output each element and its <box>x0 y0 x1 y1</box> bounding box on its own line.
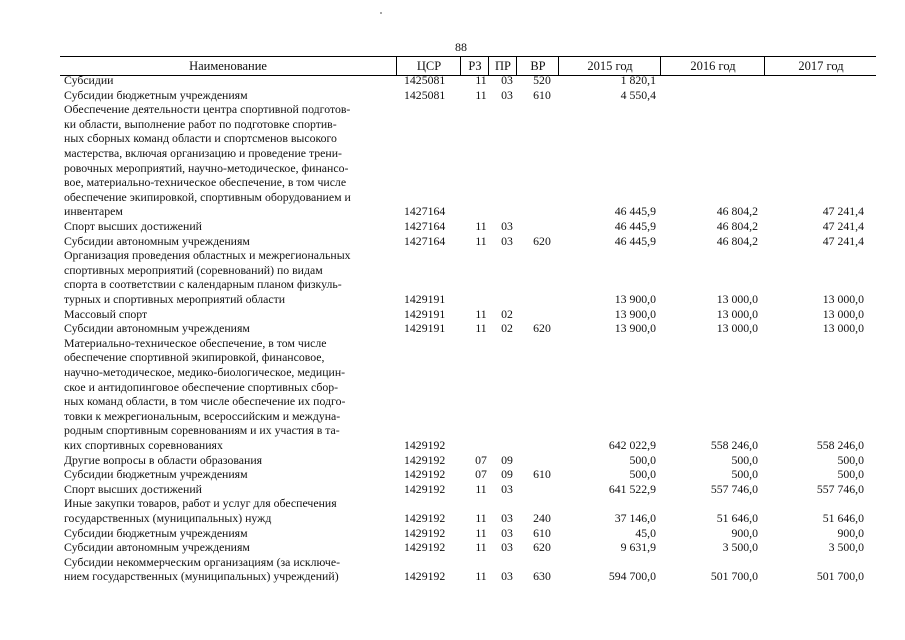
row-2017: 13 000,0 <box>822 321 864 336</box>
row-csr: 1429192 <box>404 437 446 452</box>
row-rz: 11 <box>475 87 487 102</box>
row-2017: 13 000,0 <box>822 306 864 321</box>
row-pr: 02 <box>501 306 513 321</box>
row-name-line: государственных (муниципальных) нужд <box>64 510 272 525</box>
header-2017: 2017 год <box>764 57 877 75</box>
row-name-line: инвентарем <box>64 204 123 219</box>
row-csr: 1427164 <box>404 219 446 233</box>
row-name <box>64 496 386 525</box>
row-csr: 1429192 <box>404 481 446 496</box>
row-name-line: вое, материально-техническое обеспечение, в том числе <box>64 175 347 190</box>
row-2016: 558 246,0 <box>710 437 758 452</box>
page-number: 88 <box>455 40 467 54</box>
row-name <box>64 467 386 482</box>
row-2015: 500,0 <box>629 467 656 482</box>
row-vr: 610 <box>533 525 551 540</box>
row-2017: 47 241,4 <box>822 204 864 219</box>
row-name-line: Спорт высших достижений <box>64 481 202 496</box>
row-name-line: ки области, выполнение работ по подготовке спортив- <box>64 116 337 131</box>
row-pr: 03 <box>501 481 513 496</box>
row-name <box>64 248 386 306</box>
row-name <box>64 102 386 219</box>
row-2016: 46 804,2 <box>716 219 758 233</box>
table-row <box>0 482 905 497</box>
row-vr: 610 <box>533 87 551 102</box>
row-csr: 1427164 <box>404 204 446 219</box>
row-name-line: Организация проведения областных и межрегиональных <box>64 248 351 263</box>
header-name: Наименование <box>189 59 267 73</box>
row-csr: 1429191 <box>404 291 446 306</box>
row-name <box>64 453 386 468</box>
row-2015: 641 522,9 <box>608 481 656 496</box>
row-rz: 11 <box>475 73 487 87</box>
row-2015: 13 900,0 <box>614 291 656 306</box>
table-row <box>0 321 905 336</box>
row-name <box>64 307 386 322</box>
row-name-line: турных и спортивных мероприятий области <box>64 291 286 306</box>
row-vr: 620 <box>533 233 551 248</box>
row-2015: 594 700,0 <box>608 569 656 584</box>
row-rz: 11 <box>475 481 487 496</box>
row-name-line: ровочных мероприятий, научно-методическое, финансо- <box>64 160 349 175</box>
row-2017: 501 700,0 <box>816 569 864 584</box>
row-vr: 620 <box>533 321 551 336</box>
row-pr: 03 <box>501 569 513 584</box>
row-name-line: спортивных мероприятий (соревнований) по видам <box>64 262 323 277</box>
row-pr: 03 <box>501 540 513 555</box>
header-csr: ЦСР <box>396 57 461 75</box>
row-csr: 1425081 <box>404 73 446 87</box>
row-name-line: Субсидии бюджетным учреждениям <box>64 525 248 540</box>
row-rz: 11 <box>475 510 487 525</box>
row-pr: 03 <box>501 525 513 540</box>
row-name-line: Массовый спорт <box>64 306 148 321</box>
row-name <box>64 234 386 249</box>
table-row <box>0 453 905 468</box>
row-pr: 09 <box>501 467 513 482</box>
row-rz: 11 <box>475 306 487 321</box>
row-2015: 642 022,9 <box>608 437 656 452</box>
row-pr: 03 <box>501 73 513 87</box>
row-name-line: Материально-техническое обеспечение, в том числе <box>64 335 327 350</box>
row-2016: 500,0 <box>731 467 758 482</box>
row-rz: 11 <box>475 525 487 540</box>
row-csr: 1429192 <box>404 510 446 525</box>
table-row <box>0 102 905 219</box>
row-vr: 620 <box>533 540 551 555</box>
header-pr: ПР <box>488 57 517 75</box>
row-pr: 09 <box>501 452 513 467</box>
row-2015: 1 820,1 <box>620 73 656 87</box>
row-name-line: ных команд области, в том числе обеспечение их подго- <box>64 394 346 409</box>
row-2016: 900,0 <box>731 525 758 540</box>
row-name-line: спорта в соответствии с календарным планом физкуль- <box>64 277 342 292</box>
row-name-line: мастерства, включая организацию и проведение трени- <box>64 145 342 160</box>
row-2016: 46 804,2 <box>716 204 758 219</box>
row-name-line: Субсидии бюджетным учреждениям <box>64 467 248 482</box>
row-2017: 51 646,0 <box>822 510 864 525</box>
row-2017: 13 000,0 <box>822 291 864 306</box>
row-name-line: Субсидии некоммерческим организациям (за исключе- <box>64 554 340 569</box>
row-name <box>64 336 386 453</box>
row-name-line: обеспечение экипировкой, спортивным оборудованием и <box>64 189 351 204</box>
row-2016: 46 804,2 <box>716 233 758 248</box>
row-vr: 610 <box>533 467 551 482</box>
row-2015: 45,0 <box>635 525 656 540</box>
row-name-line: родным спортивным соревнованиям и их участия в та- <box>64 423 340 438</box>
row-csr: 1429191 <box>404 321 446 336</box>
header-rz: РЗ <box>460 57 489 75</box>
header-2016: 2016 год <box>660 57 765 75</box>
row-2017: 47 241,4 <box>822 219 864 233</box>
row-name-line: нием государственных (муниципальных) учреждений) <box>64 569 339 584</box>
row-rz: 11 <box>475 233 487 248</box>
row-name-line: ных сборных команд области и спортсменов высокого <box>64 131 337 146</box>
row-rz: 11 <box>475 219 487 233</box>
row-2015: 13 900,0 <box>614 306 656 321</box>
row-name-line: Обеспечение деятельности центра спортивной подготов- <box>64 102 351 117</box>
row-rz: 07 <box>475 467 487 482</box>
row-name-line: Иные закупки товаров, работ и услуг для обеспечения <box>64 496 337 511</box>
table-row <box>0 526 905 541</box>
row-rz: 07 <box>475 452 487 467</box>
scan-speck <box>380 12 382 14</box>
row-name <box>64 540 386 555</box>
table-row <box>0 219 905 234</box>
row-csr: 1429192 <box>404 569 446 584</box>
row-2015: 9 631,9 <box>620 540 656 555</box>
row-2015: 13 900,0 <box>614 321 656 336</box>
table-row <box>0 88 905 103</box>
row-2017: 3 500,0 <box>828 540 864 555</box>
row-name <box>64 219 386 234</box>
row-pr: 03 <box>501 510 513 525</box>
row-csr: 1429191 <box>404 306 446 321</box>
row-2017: 500,0 <box>837 467 864 482</box>
row-rz: 11 <box>475 540 487 555</box>
row-2016: 557 746,0 <box>710 481 758 496</box>
table-row <box>0 307 905 322</box>
row-name <box>64 555 386 584</box>
row-csr: 1429192 <box>404 452 446 467</box>
row-2015: 37 146,0 <box>614 510 656 525</box>
row-2017: 557 746,0 <box>816 481 864 496</box>
table-row <box>0 336 905 453</box>
table-row <box>0 73 905 88</box>
row-pr: 02 <box>501 321 513 336</box>
row-rz: 11 <box>475 569 487 584</box>
row-vr: 240 <box>533 510 551 525</box>
row-name-line: ское и антидопинговое обеспечение спортивных сбор- <box>64 379 339 394</box>
table-row <box>0 555 905 584</box>
row-2016: 13 000,0 <box>716 306 758 321</box>
row-csr: 1429192 <box>404 467 446 482</box>
row-csr: 1429192 <box>404 525 446 540</box>
row-name <box>64 482 386 497</box>
row-2015: 500,0 <box>629 452 656 467</box>
row-csr: 1429192 <box>404 540 446 555</box>
row-vr: 520 <box>533 73 551 87</box>
row-name-line: товки к межрегиональным, всероссийским и междуна- <box>64 408 341 423</box>
row-name-line: Субсидии автономным учреждениям <box>64 540 250 555</box>
row-2016: 3 500,0 <box>722 540 758 555</box>
row-name-line: ких спортивных соревнованиях <box>64 437 223 452</box>
row-name-line: Субсидии бюджетным учреждениям <box>64 87 248 102</box>
row-name <box>64 321 386 336</box>
row-2017: 900,0 <box>837 525 864 540</box>
row-name-line: научно-методическое, медико-биологическое, медицин- <box>64 364 346 379</box>
row-2015: 46 445,9 <box>614 219 656 233</box>
table-row <box>0 496 905 525</box>
row-2017: 558 246,0 <box>816 437 864 452</box>
table-row <box>0 248 905 306</box>
row-2016: 51 646,0 <box>716 510 758 525</box>
row-csr: 1427164 <box>404 233 446 248</box>
row-name-line: Другие вопросы в области образования <box>64 452 263 467</box>
row-pr: 03 <box>501 219 513 233</box>
row-vr: 630 <box>533 569 551 584</box>
row-2016: 13 000,0 <box>716 321 758 336</box>
row-name <box>64 73 386 88</box>
row-2016: 501 700,0 <box>710 569 758 584</box>
table-row <box>0 234 905 249</box>
row-pr: 03 <box>501 87 513 102</box>
row-name-line: Субсидии автономным учреждениям <box>64 233 250 248</box>
row-2016: 13 000,0 <box>716 291 758 306</box>
row-csr: 1425081 <box>404 87 446 102</box>
row-2016: 500,0 <box>731 452 758 467</box>
row-name-line: Спорт высших достижений <box>64 219 202 233</box>
row-2015: 46 445,9 <box>614 233 656 248</box>
row-2015: 46 445,9 <box>614 204 656 219</box>
row-rz: 11 <box>475 321 487 336</box>
table-row <box>0 467 905 482</box>
row-pr: 03 <box>501 233 513 248</box>
row-2017: 500,0 <box>837 452 864 467</box>
header-2015: 2015 год <box>558 57 661 75</box>
row-2017: 47 241,4 <box>822 233 864 248</box>
row-name <box>64 88 386 103</box>
row-2015: 4 550,4 <box>620 87 656 102</box>
header-vr: ВР <box>516 57 559 75</box>
row-name-line: обеспечение спортивной экипировкой, финансовое, <box>64 350 325 365</box>
row-name <box>64 526 386 541</box>
row-name-line: Субсидии <box>64 73 114 87</box>
row-name-line: Субсидии автономным учреждениям <box>64 321 250 336</box>
table-row <box>0 540 905 555</box>
